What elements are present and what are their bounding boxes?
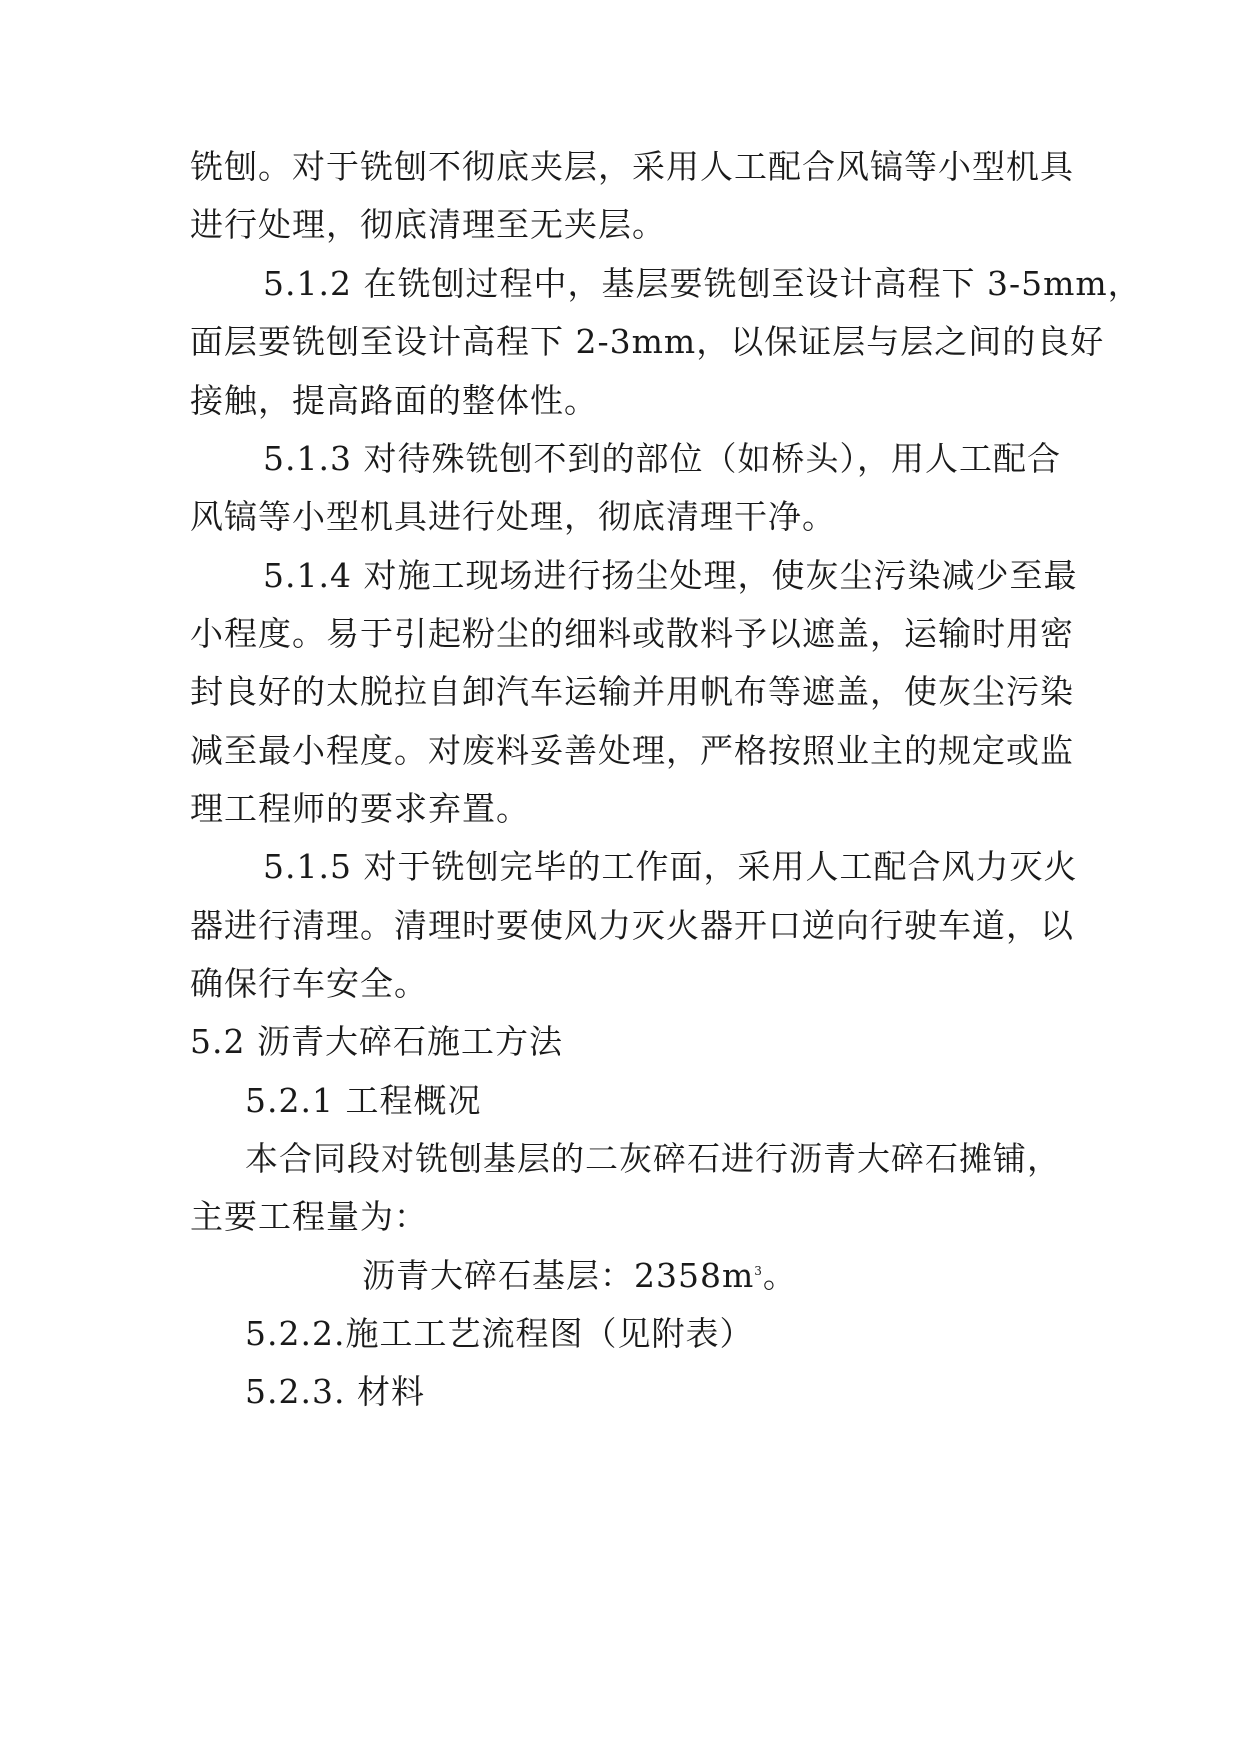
text-line-6: 5.1.3 对待殊铣刨不到的部位（如桥头），用人工配合 — [263, 439, 1061, 478]
subsection-heading-5-2-1: 5.2.1 工程概况 — [245, 1081, 482, 1120]
section-heading-5-2: 5.2 沥青大碎石施工方法 — [190, 1022, 563, 1061]
quantity-text: 沥青大碎石基层：2358m — [362, 1256, 755, 1295]
text-line-1: 铣刨。对于铣刨不彻底夹层，采用人工配合风镐等小型机具 — [190, 147, 1074, 186]
text-line-11: 减至最小程度。对废料妥善处理，严格按照业主的规定或监 — [190, 731, 1074, 770]
text-line-8: 5.1.4 对施工现场进行扬尘处理，使灰尘污染减少至最 — [263, 556, 1078, 595]
text-line-12: 理工程师的要求弃置。 — [190, 789, 530, 828]
text-line-7: 风镐等小型机具进行处理，彻底清理干净。 — [190, 497, 836, 536]
text-line-3: 5.1.2 在铣刨过程中，基层要铣刨至设计高程下 3-5mm， — [263, 264, 1142, 303]
text-line-2: 进行处理，彻底清理至无夹层。 — [190, 205, 666, 244]
text-line-9: 小程度。易于引起粉尘的细料或散料予以遮盖，运输时用密 — [190, 614, 1074, 653]
text-line-10: 封良好的太脱拉自卸汽车运输并用帆布等遮盖，使灰尘污染 — [190, 672, 1074, 711]
subsection-heading-5-2-3: 5.2.3. 材料 — [245, 1372, 425, 1411]
subsection-heading-5-2-2: 5.2.2.施工工艺流程图（见附表） — [245, 1314, 754, 1353]
unit-superscript: 3 — [754, 1264, 763, 1278]
text-line-13: 5.1.5 对于铣刨完毕的工作面，采用人工配合风力灭火 — [263, 847, 1078, 886]
text-line-15: 确保行车安全。 — [190, 964, 428, 1003]
quantity-tail: 。 — [762, 1256, 797, 1295]
quantity-line — [362, 1256, 797, 1296]
text-line-5: 接触，提高路面的整体性。 — [190, 381, 598, 420]
text-line-19: 主要工程量为： — [190, 1197, 428, 1236]
text-line-4: 面层要铣刨至设计高程下 2-3mm，以保证层与层之间的良好 — [190, 322, 1105, 361]
text-line-18: 本合同段对铣刨基层的二灰碎石进行沥青大碎石摊铺， — [245, 1139, 1061, 1178]
text-line-14: 器进行清理。清理时要使风力灭火器开口逆向行驶车道，以 — [190, 906, 1074, 945]
